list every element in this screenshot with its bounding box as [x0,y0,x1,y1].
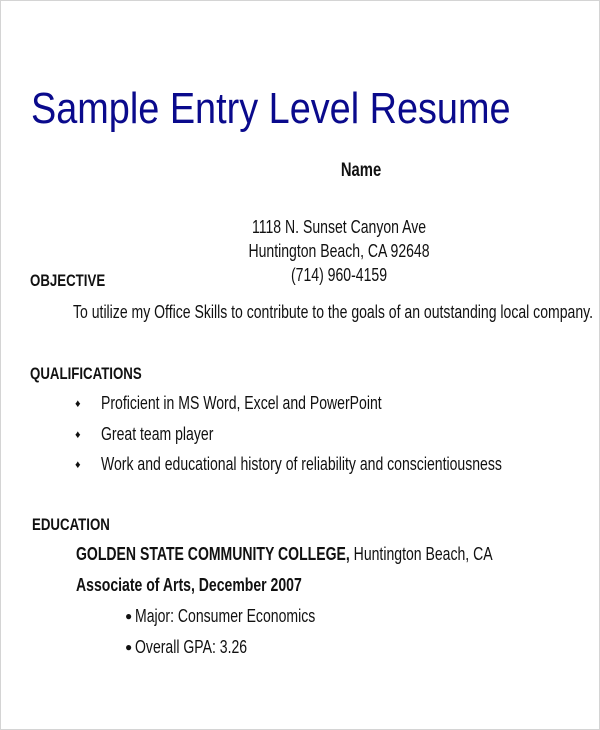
document-title: Sample Entry Level Resume [31,84,511,133]
objective-heading: OBJECTIVE [30,271,106,290]
objective-text: To utilize my Office Skills to contribute to the goals of an outstanding local company. [73,302,594,322]
diamond-bullet-icon: ♦ [75,459,81,471]
bullet-icon: ● [125,640,133,654]
contact-phone: (714) 960-4159 [290,265,388,285]
education-detail: Overall GPA: 3.26 [135,637,248,657]
contact-name: Name [340,160,382,181]
diamond-bullet-icon: ♦ [75,398,81,410]
diamond-bullet-icon: ♦ [75,429,81,441]
qualifications-heading: QUALIFICATIONS [30,364,142,383]
school-location: Huntington Beach, CA [349,544,493,564]
contact-address-line2: Huntington Beach, CA 92648 [248,241,430,261]
education-detail: Major: Consumer Economics [135,606,316,626]
qualification-item: Work and educational history of reliability and conscientiousness [101,454,502,474]
qualification-item: Great team player [101,424,214,444]
qualification-item: Proficient in MS Word, Excel and PowerPoint [101,393,382,413]
education-heading: EDUCATION [32,515,110,534]
education-school-line [76,543,493,565]
contact-address-line1: 1118 N. Sunset Canyon Ave [251,217,427,237]
education-degree: Associate of Arts, December 2007 [76,575,302,595]
school-name: GOLDEN STATE COMMUNITY COLLEGE, [76,544,350,564]
bullet-icon: ● [125,609,133,623]
